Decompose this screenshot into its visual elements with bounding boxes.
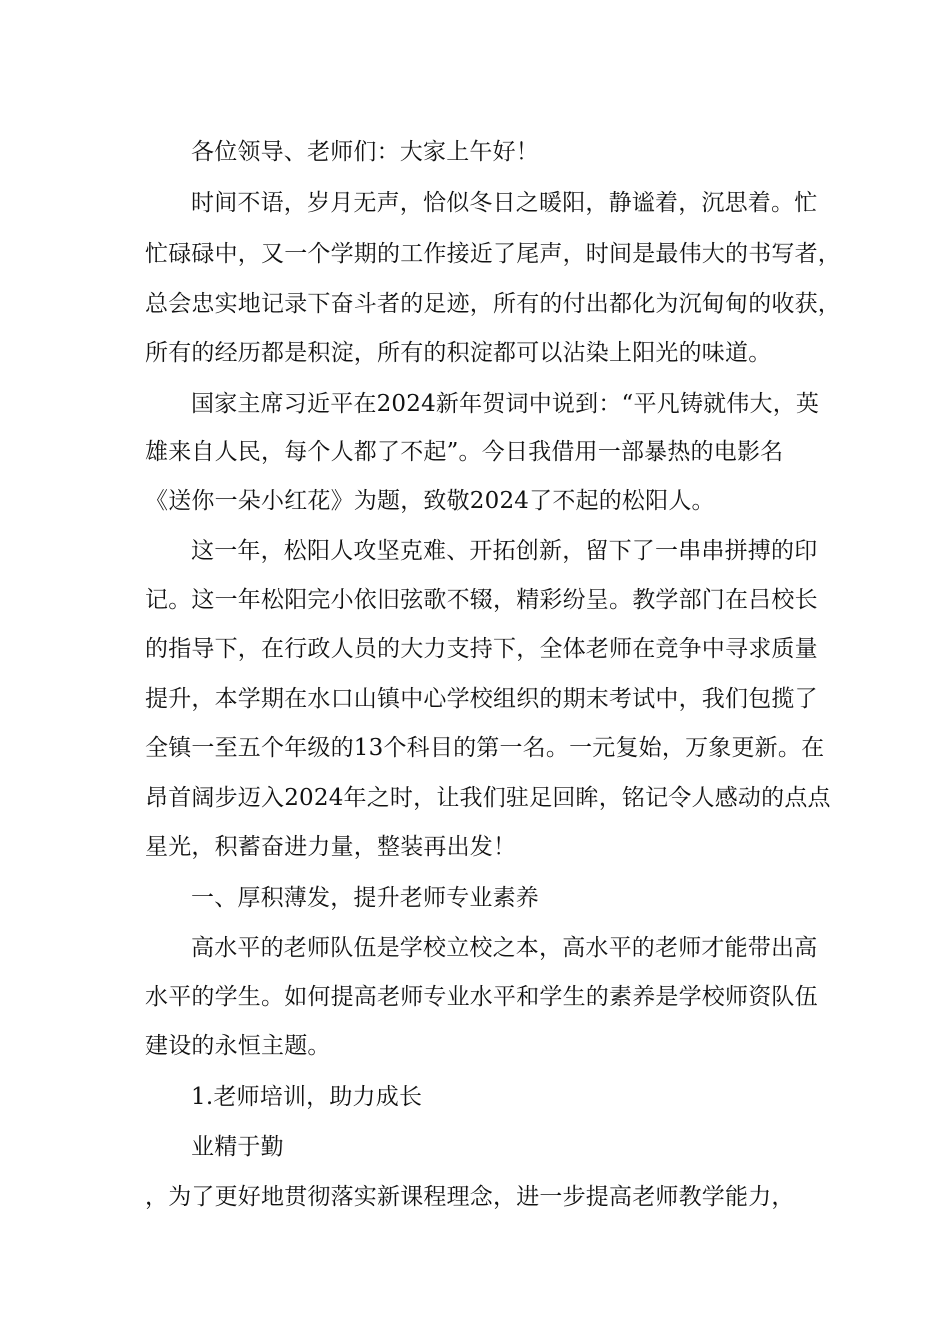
paragraph-line: 星光，积蓄奋进力量，整装再出发！ (145, 834, 517, 860)
paragraph-line: 建设的永恒主题。 (145, 1033, 331, 1059)
paragraph-line: 提升，本学期在水口山镇中心学校组织的期末考试中，我们包揽了 (145, 686, 818, 712)
paragraph-line: 时间不语，岁月无声，恰似冬日之暖阳，静谧着，沉思着。忙 (191, 190, 818, 216)
paragraph-line: 这一年，松阳人攻坚克难、开拓创新，留下了一串串拼搏的印 (191, 538, 818, 564)
greeting-line: 各位领导、老师们：大家上午好！ (191, 139, 539, 165)
subsection-heading: 1.老师培训，助力成长 (191, 1084, 423, 1110)
paragraph-line: 国家主席习近平在2024新年贺词中说到：“平凡铸就伟大，英 (191, 391, 820, 417)
paragraph-line: 所有的经历都是积淀，所有的积淀都可以沾染上阳光的味道。 (145, 340, 772, 366)
paragraph-line: ，为了更好地贯彻落实新课程理念，进一步提高老师教学能力， (145, 1184, 795, 1210)
paragraph-line: 《送你一朵小红花》为题，致敬2024了不起的松阳人。 (145, 488, 715, 514)
paragraph-line: 总会忠实地记录下奋斗者的足迹，所有的付出都化为沉甸甸的收获， (145, 291, 841, 317)
paragraph-line: 记。这一年松阳完小依旧弦歌不辍，精彩纷呈。教学部门在吕校长 (145, 587, 818, 613)
paragraph-line: 业精于勤 (191, 1134, 284, 1160)
paragraph-line: 忙碌碌中，又一个学期的工作接近了尾声，时间是最伟大的书写者， (145, 241, 841, 267)
paragraph-line: 全镇一至五个年级的13个科目的第一名。一元复始，万象更新。在 (145, 735, 825, 761)
paragraph-line: 水平的学生。如何提高老师专业水平和学生的素养是学校师资队伍 (145, 984, 818, 1010)
paragraph-line: 昂首阔步迈入2024年之时，让我们驻足回眸，铭记令人感动的点点 (145, 785, 831, 811)
paragraph-line: 雄来自人民，每个人都了不起”。今日我借用一部暴热的电影名 (145, 439, 784, 465)
paragraph-line: 高水平的老师队伍是学校立校之本，高水平的老师才能带出高 (191, 935, 818, 961)
section-heading: 一、厚积薄发，提升老师专业素养 (191, 885, 539, 911)
paragraph-line: 的指导下，在行政人员的大力支持下，全体老师在竞争中寻求质量 (145, 636, 818, 662)
